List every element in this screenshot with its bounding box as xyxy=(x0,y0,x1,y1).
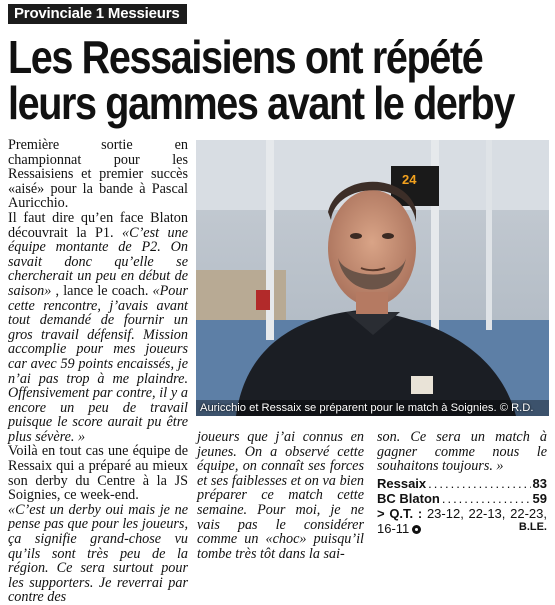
photo-caption xyxy=(196,400,549,416)
quarter-values: 23-12, 22-13, 22-23, 16-11 xyxy=(377,505,547,536)
article-column-1 xyxy=(8,138,188,605)
score-row xyxy=(377,491,547,506)
score-box xyxy=(377,476,547,506)
article-photo xyxy=(196,140,549,416)
headline xyxy=(8,31,514,129)
coach-quote: «C’est un derby oui mais je ne pense pas que pour les joueurs, ça signifie grand-chose vu qu’ils sont très peu de la région. Ce sera surtout pour les supporters. Je reverrai par contre des xyxy=(8,501,188,605)
team-name: Ressaix xyxy=(377,475,427,491)
quarter-label: > Q.T. : xyxy=(377,505,423,521)
headline-line-2: leurs gammes avant le derby xyxy=(8,77,514,129)
article-column-3 xyxy=(377,430,547,536)
scoreboard-digits: 24 xyxy=(402,172,417,187)
article-paragraph xyxy=(8,211,188,445)
article-paragraph: Première sortie en championnat pour les Ressaisiens et premier succès «aisé» pour la bande à Pascal Auricchio. xyxy=(8,137,188,212)
score-row xyxy=(377,476,547,491)
coach-quote: joueurs que j’ai connus en jeunes. On a observé cette équipe, on connaît ses forces et ses faiblesses et on va bien préparer ce match cette semaine. Pour moi, je ne vais pas le considérer comme un «choc» puisqu’il tombe très tôt dans la sai- xyxy=(197,429,364,562)
photo-illustration xyxy=(196,140,549,416)
author-signature: B.LE. xyxy=(518,521,547,533)
caption-text: Auricchio et Ressaix se préparent pour le match à Soignies. xyxy=(200,402,497,414)
section-tag: Provinciale 1 Messieurs xyxy=(8,4,187,24)
team-score: 83 xyxy=(532,475,547,491)
article-text: , lance le coach. xyxy=(51,282,153,299)
coach-quote: son. Ce sera un match à gagner comme nous le souhaitons toujours. » xyxy=(377,429,547,475)
photo-credit: © R.D. xyxy=(499,402,534,414)
article-text: Il faut dire qu’en face Blaton découvrait la P1. xyxy=(8,209,188,241)
team-name: BC Blaton xyxy=(377,490,440,506)
headline-line-1: Les Ressaisiens ont répété xyxy=(8,31,483,83)
team-score: 59 xyxy=(532,490,547,506)
dot-leader xyxy=(428,476,530,491)
end-mark-icon xyxy=(412,525,421,534)
coach-quote: «C’est une équipe montante de P2. On savait donc qu’elle se chercherait un peu en début de saison» xyxy=(8,224,188,299)
article-paragraph: Voilà en tout cas une équipe de Ressaix qui a préparé au mieux son derby du Centre à la JS Soignies, ce week-end. xyxy=(8,443,188,504)
coach-quote: «Pour cette rencontre, j’avais avant tout demandé de fournir un gros travail défensif. Mission accomplie pour mes joueurs car avec 59 points encaissés, je n’ai pas trop à me plaindre. Offensivement par contre, il y a encore un peu de travail puisque le score aurait pu être plus sévère. » xyxy=(8,282,188,445)
article-column-2 xyxy=(197,430,364,561)
dot-leader xyxy=(442,491,531,506)
